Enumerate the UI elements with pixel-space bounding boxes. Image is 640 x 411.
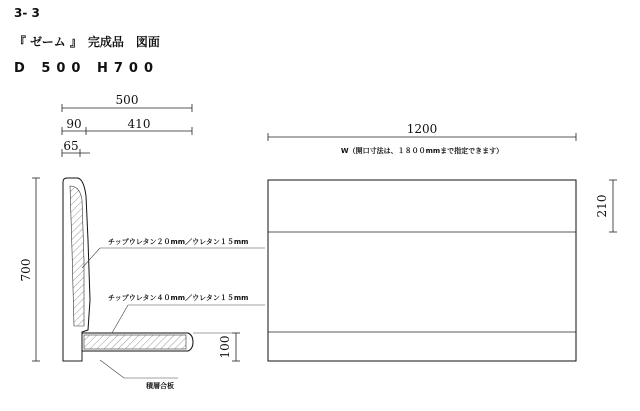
product-size: D 500 H700: [14, 61, 159, 76]
dim-seat-depth-label: 410: [127, 117, 151, 131]
note-base: [100, 360, 178, 390]
front-view-sofa: [268, 180, 576, 361]
dim-seat-thickness-label: 100: [218, 335, 232, 359]
dim-seat-thickness: [193, 333, 240, 361]
note-base-text: 積層合板: [146, 382, 174, 390]
dim-frame-offset: [62, 139, 90, 157]
dim-depth-total-label: 500: [115, 93, 139, 107]
dim-width-note: W（開口寸法は、１８００mmまで指定できます）: [340, 147, 504, 155]
note-back-cushion: [82, 237, 265, 268]
dim-height-total-label: 700: [19, 258, 33, 282]
dim-back-height-label: 210: [595, 194, 609, 218]
section-number: 3- 3: [14, 6, 40, 20]
dim-frame-offset-label: 65: [63, 139, 79, 153]
dim-back-thickness-label: 90: [66, 117, 82, 131]
note-seat-cushion: [108, 293, 265, 333]
side-view-sofa: [63, 178, 193, 361]
note-seat-cushion-text: チップウレタン４０mm／ウレタン１５mm: [108, 294, 249, 302]
note-back-cushion-text: チップウレタン２０mm／ウレタン１５mm: [108, 238, 249, 246]
dim-back-height: [595, 180, 617, 232]
dim-height-total: [19, 178, 40, 361]
dim-width: [268, 122, 576, 155]
dim-back-seat: [62, 117, 192, 135]
dim-depth-total: [62, 93, 192, 112]
drawing-title: 『 ゼーム 』 完成品 図面: [14, 35, 160, 49]
dim-width-label: 1200: [406, 122, 438, 136]
